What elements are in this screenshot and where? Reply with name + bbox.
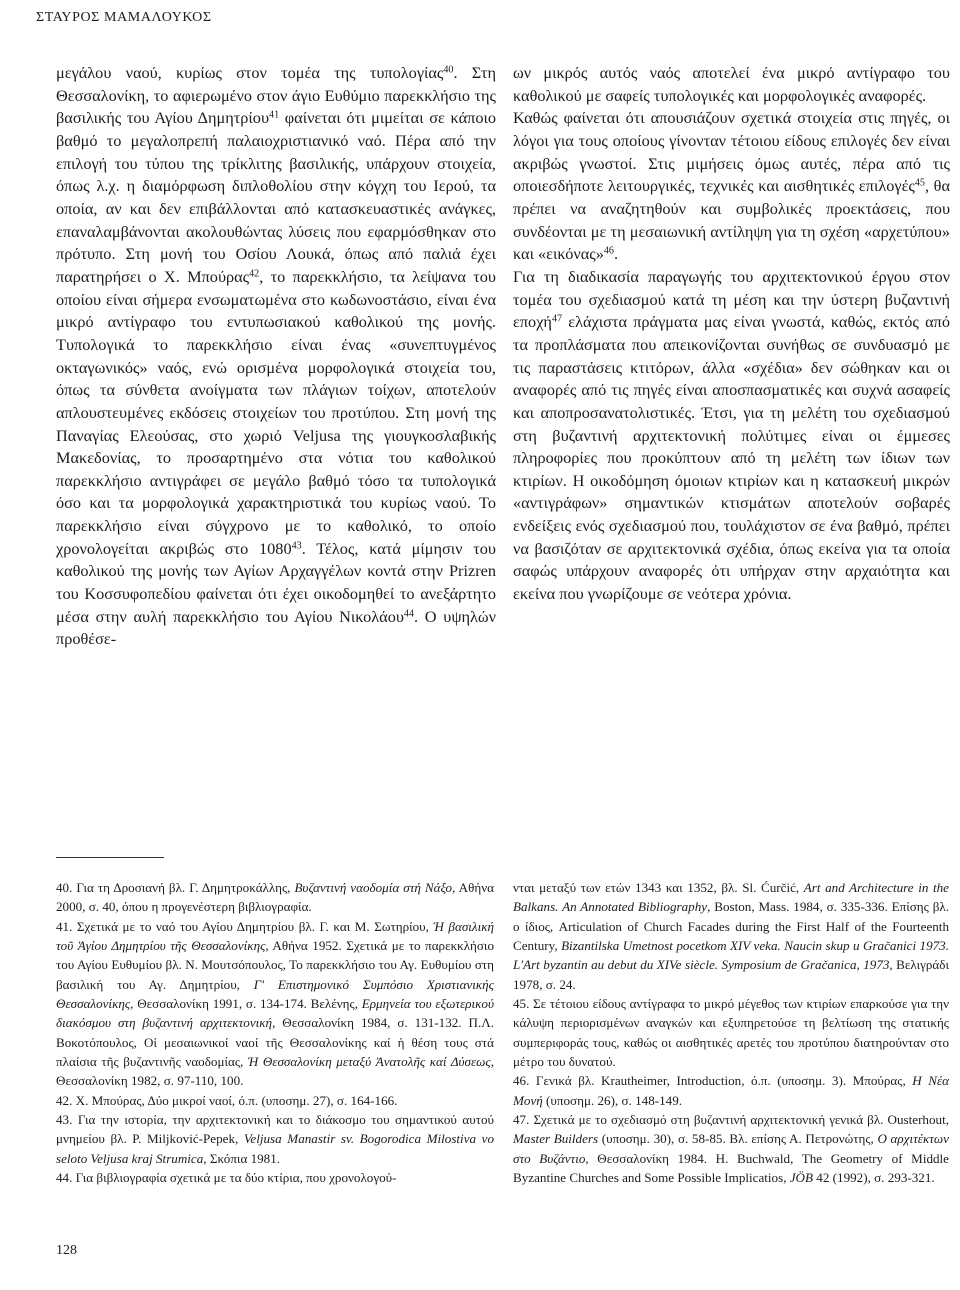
text-run: , Αθήνα 1952. Σχετικά με το παρεκκλήσιο του Αγίου Ευθυμίου βλ. Ν. Μουτσόπουλος, Το παρεκκλήσιο του Αγ. Ευθυμίου στη βασιλική του Αγ. Δημητρίου,	[56, 938, 494, 992]
footnotes-right	[513, 878, 949, 1188]
running-head: ΣΤΑΥΡΟΣ ΜΑΜΑΛΟΥΚΟΣ	[36, 10, 212, 25]
text-run: , Σκόπια 1981.	[203, 1150, 281, 1166]
italic-text: JÖB	[789, 1170, 814, 1186]
italic-text: Master Builders	[513, 1131, 599, 1147]
footnote-marker: 41	[269, 109, 280, 121]
text-run: , θα πρέπει να αναζητηθούν και συμβολικές προεκτάσεις, που συνδέονται με τη μεσαιωνική αντίληψη για τη σχέση «αρχετύπου» και «εικόνας»	[513, 176, 950, 264]
footnote-marker: 45	[914, 177, 925, 189]
paragraph	[56, 1110, 494, 1168]
italic-text: Art and Architecture in the Balkans. An Annotated Bibliography	[513, 880, 949, 915]
text-run: 41. Σχετικά με το ναό του Αγίου Δημητρίου βλ. Γ. και Μ. Σωτηρίου,	[56, 918, 434, 934]
text-run: 40. Για τη Δροσιανή βλ. Γ. Δημητροκάλλης,	[56, 880, 295, 895]
italic-text: Ο αρχιτέκτων στο Βυζάντιο	[513, 1131, 949, 1166]
text-run: , Θεσσαλονίκη 1984, σ. 131-132. Π.Λ. Βοκοτόπουλος, Οἱ μεσαιωνικοί ναοί τῆς Θεσσαλονίκης καί ἡ θέση τους στά πλαίσια τῆς βυζαντινῆς ναοδομίας,	[56, 1015, 495, 1070]
text-run: 45. Σε τέτοιου είδους αντίγραφα το μικρό μέγεθος των κτιρίων επαρκούσε για την κάλυψη περιορισμένων αναγκών και εξυπηρετούσε τη βελτίωση της στατικής συμπεριφοράς τους, καθώς οι αισθητικές αρετές του προτύπου διατηρούνταν στο μέτρο του δυνατού.	[513, 996, 949, 1070]
footnote-marker: 43	[291, 540, 302, 552]
italic-text: Ή Θεσσαλονίκη μεταξύ Ἀνατολῆς καί Δύσεως	[247, 1054, 491, 1070]
text-run: 42 (1992), σ. 293-321.	[813, 1170, 935, 1186]
text-run: . Στη Θεσσαλονίκη, το αφιερωμένο στον άγιο Ευθύμιο παρεκκλήσιο της βασιλικής του Αγίου Δημητρίου	[56, 63, 496, 128]
text-run: , Θεσσαλονίκη 1991, σ. 134-174. Βελένης,	[130, 996, 362, 1012]
text-run: , Θεσσαλονίκη 1984. Η. Buchwald, The Geometry of Middle Byzantine Churches and Some Possible Implicatios,	[513, 1150, 949, 1186]
paragraph	[513, 878, 949, 994]
text-run: , Βελιγράδι 1978, σ. 24.	[513, 957, 949, 992]
footnote-marker: 47	[551, 313, 563, 325]
paragraph	[56, 1091, 494, 1110]
text-run: . Τέλος, κατά μίμησιν του καθολικού της μονής των Αγίων Αρχαγγέλων κοντά στην Prizren του Κοσσυφοπεδίου φαίνεται ότι έχει οικοδομηθεί το ανεξάρτητο μέσα στην αυλή παρεκκλήσιο του Αγίου Νικολάου	[56, 538, 496, 626]
text-run: νται μεταξύ των ετών 1343 και 1352, βλ. Sl. Ćurčić,	[513, 880, 804, 895]
body-column-right	[513, 62, 950, 606]
text-run: 46. Γενικά βλ. Krautheimer, Introduction, ό.π. (υποσημ. 3). Μπούρας,	[513, 1073, 913, 1089]
footnotes-left	[56, 878, 494, 1188]
italic-text: Η Νέα Μονή	[513, 1073, 949, 1108]
paragraph	[513, 1110, 949, 1187]
footnote-rule	[56, 857, 164, 858]
text-run: , το παρεκκλήσιο, τα λείψανα του οποίου είναι σήμερα ενσωματωμένα στο κωδωνοστάσιο, είναι ένα μικρό αντίγραφο του εντυπωσιακού καθολικού της μονής. Τυπολογικά το παρεκκλήσιο είναι ένας «συνεπτυγμένος οκταγωνικός» ναός, ενώ ορισμένα μορφολογικά στοιχεία του, όπως τα σύνθετα ανοίγματα των πλάγιων τοίχων, αποτελούν απλουστευμένες εκδόσεις στοιχείων του προτύπου. Στη μονή της Παναγίας Ελεούσας, στο χωριό Veljusa της γιουγκοσλαβικής Μακεδονίας, το προσαρτημένο στα νότια του καθολικού παρεκκλήσιο αντιγράφει σε μεγάλο βαθμό τόσο τα τυπολογικά όσο και τα μορφολογικά χαρακτηριστικά του κυρίως ναού. Το παρεκκλήσιο είναι σύγχρονο με το καθολικό, το οποίο χρονολογείται ακριβώς στο 1080	[56, 266, 496, 558]
text-run: (υποσημ. 30), σ. 58-85. Βλ. επίσης Α. Πετρονώτης,	[598, 1131, 878, 1147]
italic-text: Ερμηνεία του εξωτερικού διακόσμου στη βυζαντινή αρχιτεκτονική	[56, 996, 494, 1031]
text-run: , Boston, Mass. 1984, σ. 335-336. Επίσης βλ. ο ίδιος, Articulation of Church Facades during the First Half of the Fourteenth Century,	[513, 899, 949, 954]
footnote-marker: 46	[603, 245, 614, 257]
footnote-marker: 42	[249, 268, 260, 280]
text-run: ελάχιστα πράγματα μας είναι γνωστά, καθώς, εκτός από τα προπλάσματα που απεικονίζονται συνήθως σε συνδυασμό με τις παραστάσεις κτιτόρων, άλλα «σχέδια» δεν σώθηκαν και οι αναφορές από τις πηγές είναι αποσπασματικές και συχνά ασαφείς και αποπροσανατολιστικές. Έτσι, για τη μελέτη του σχεδιασμού στη βυζαντινή αρχιτεκτονική πολύτιμες είναι οι έμμεσες πληροφορίες που προκύπτουν από τη μελέτη των ίδιων των κτιρίων. Η οικοδόμηση όμοιων κτιρίων και η κατασκευή μικρών «αντιγράφων» σημαντικών κτισμάτων αποτελούν σοβαρές ενδείξεις ενός σχεδιασμού που, τουλάχιστον σε ένα βαθμό, πρέπει να βασιζόταν σε αρχιτεκτονικά σχέδια, όπως εκείνα για τα οποία σαφώς υπάρχουν αναφορές ότι υπήρχαν στην αρχαιότητα και εκείνα που γνωρίζουμε σε νεότερα χρόνια.	[513, 312, 950, 604]
text-run: , Αθήνα 2000, σ. 40, όπου η προγενέστερη βιβλιογραφία.	[56, 880, 494, 915]
text-run: μεγάλου ναού, κυρίως στον τομέα της τυπολογίας	[56, 63, 444, 82]
text-run: φαίνεται ότι μιμείται σε κάποιο βαθμό το μεγαλοπρεπή παλαιοχριστιανικό ναό. Πέρα από την επιλογή του τύπου της τρίκλιτης βασιλικής, υπάρχουν στοιχεία, όπως λ.χ. η διαμόρφωση διπλοθολίου στην κόγχη του Ιερού, τα οποία, αν και δεν επιβάλλονται από κατασκευαστικές ανάγκες, επαναλαμβάνονται ακολουθώντας λύσεις που εφαρμόσθηκαν στο πρότυπο. Στη μονή του Οσίου Λουκά, όπως από παλιά έχει παρατηρήσει ο Χ. Μπούρας	[56, 108, 496, 286]
text-run: Για τη διαδικασία παραγωγής του αρχιτεκτονικού έργου στον τομέα του σχεδιασμού κατά τη μέση και την ύστερη βυζαντινή εποχή	[513, 266, 950, 332]
italic-text: Ή βασιλική τοῦ Ἁγίου Δημητρίου τῆς Θεσσαλονίκης	[56, 918, 494, 954]
text-run: , Θεσσαλονίκη 1982, σ. 97-110, 100.	[56, 1054, 494, 1089]
text-run: (υποσημ. 26), σ. 148-149.	[542, 1092, 683, 1108]
italic-text: Bizantilska Umetnost pocetkom XIV veka. Naucin skup u Gračanici 1973. L'Art byzantin au debut du XIVe siècle. Symposium de Gračanica, 1973	[513, 938, 949, 973]
text-run: Καθώς φαίνεται ότι απουσιάζουν σχετικά στοιχεία στις πηγές, οι λόγοι για τους οποίους γίνονταν τέτοιου είδους επιλογές δεν είναι ακριβώς γνωστοί. Στις μιμήσεις όμως αυτές, πέρα από τις οποιεσδήποτε λειτουργικές, τεχνικές και αισθητικές επιλογές	[513, 108, 950, 196]
paragraph	[56, 917, 494, 1091]
text-run: . Ο υψηλών προθέσε-	[56, 606, 496, 649]
italic-text: Γ' Επιστημονικό Συμπόσιο Χριστιανικής Θεσσαλονίκης	[56, 976, 494, 1012]
paragraph	[56, 878, 494, 917]
italic-text: Βυζαντινή ναοδομία στή Νάξο	[294, 880, 453, 895]
text-run: .	[613, 244, 619, 264]
paragraph	[513, 994, 949, 1071]
paragraph	[513, 1071, 949, 1110]
italic-text: Veljusa Manastir sv. Bogorodica Milostiva vo seloto Veljusa kraj Strumica	[56, 1131, 494, 1166]
text-run: 47. Σχετικά με το σχεδιασμό στη βυζαντινή αρχιτεκτονική γενικά βλ. Ousterhout,	[513, 1112, 949, 1128]
paragraph	[513, 266, 950, 606]
text-run: ων μικρός αυτός ναός αποτελεί ένα μικρό αντίγραφο του καθολικού με σαφείς τυπολογικές και μορφολογικές αναφορές.	[513, 63, 950, 105]
footnote-marker: 40	[443, 64, 454, 76]
page-number: 128	[56, 1243, 77, 1258]
paragraph	[513, 62, 950, 107]
paragraph	[56, 62, 496, 651]
body-column-left	[56, 62, 496, 651]
text-run: 42. Χ. Μπούρας, Δύο μικροί ναοί, ό.π. (υποσημ. 27), σ. 164-166.	[56, 1092, 398, 1108]
footnote-marker: 44	[403, 608, 414, 620]
paragraph	[513, 107, 950, 266]
text-run: 43. Για την ιστορία, την αρχιτεκτονική και το διάκοσμο του σημαντικού αυτού μνημείου βλ. P. Miljković-Pepek,	[56, 1112, 494, 1147]
paragraph	[56, 1168, 494, 1187]
text-run: 44. Για βιβλιογραφία σχετικά με τα δύο κτίρια, που χρονολογού-	[56, 1170, 397, 1186]
